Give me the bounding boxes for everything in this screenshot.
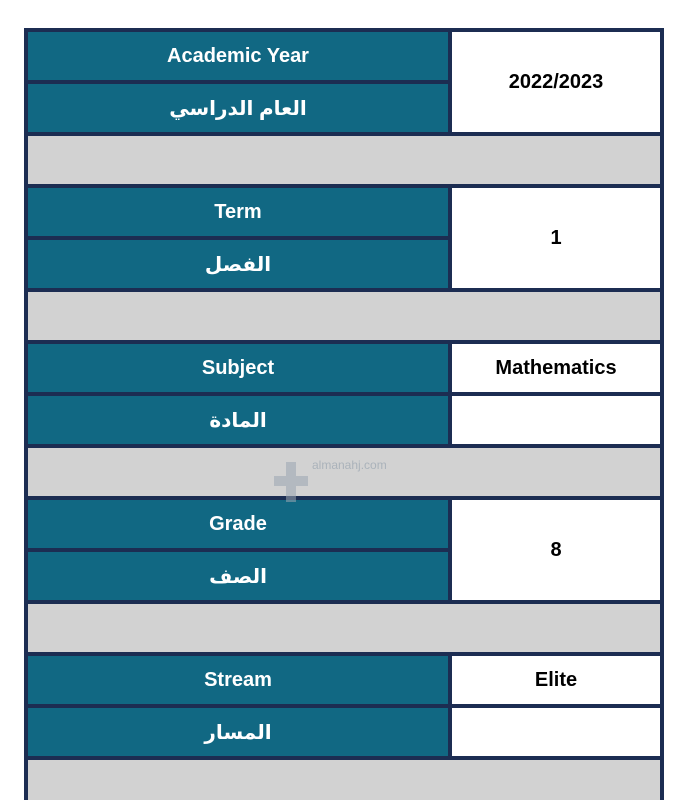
grade-label-ar: الصف	[28, 552, 448, 600]
term-value: 1	[452, 188, 660, 288]
subject-value: Mathematics	[452, 344, 660, 392]
separator-row	[28, 136, 660, 184]
stream-label-ar: المسار	[28, 708, 448, 756]
grade-value: 8	[452, 500, 660, 600]
separator-row	[28, 604, 660, 652]
term-label-ar: الفصل	[28, 240, 448, 288]
separator-row	[28, 760, 660, 800]
academic-year-label-ar: العام الدراسي	[28, 84, 448, 132]
info-table	[24, 28, 664, 800]
subject-label-ar: المادة	[28, 396, 448, 444]
academic-year-value: 2022/2023	[452, 32, 660, 132]
separator-row	[28, 448, 660, 496]
subject-label-en: Subject	[28, 344, 448, 392]
academic-year-label-en: Academic Year	[28, 32, 448, 80]
separator-row	[28, 292, 660, 340]
grade-label-en: Grade	[28, 500, 448, 548]
stream-value: Elite	[452, 656, 660, 704]
watermark-site: almanahj.com	[312, 458, 387, 472]
stream-label-en: Stream	[28, 656, 448, 704]
stream-value-ar	[452, 708, 660, 756]
subject-value-ar	[452, 396, 660, 444]
term-label-en: Term	[28, 188, 448, 236]
